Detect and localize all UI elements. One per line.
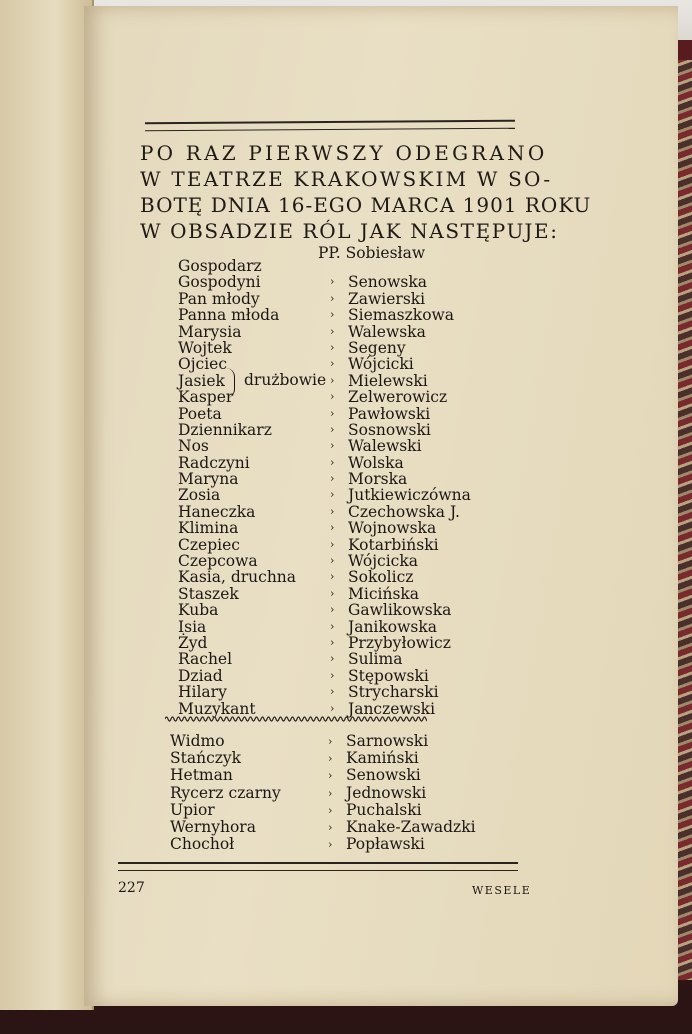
page-number: 227 — [118, 880, 145, 896]
role-name: Marysia — [178, 322, 242, 341]
ghost-row — [170, 750, 490, 767]
main-row — [178, 619, 478, 635]
role-name: Klimina — [178, 519, 239, 538]
actor-name: Janikowska — [348, 617, 437, 636]
actor-name: Stępowski — [348, 666, 429, 685]
ditto-mark: › — [330, 603, 335, 617]
main-row — [178, 340, 478, 356]
actor-name: Wójcicki — [348, 355, 414, 374]
actor-name: Zelwerowicz — [348, 388, 448, 407]
main-row — [178, 291, 478, 307]
role-name: Chochoł — [170, 835, 235, 854]
main-row — [178, 455, 478, 471]
actor-name: Kotarbiński — [348, 535, 439, 554]
actor-name: Wojnowska — [348, 519, 437, 538]
actor-name: Sosnowski — [348, 420, 431, 439]
main-row — [178, 553, 478, 569]
role-name: Widmo — [170, 732, 225, 750]
actor-name: Walewska — [348, 322, 426, 341]
ditto-mark: › — [330, 635, 335, 649]
drużbowie-brace — [226, 368, 235, 398]
main-row — [178, 684, 478, 700]
role-name: Gospodyni — [178, 273, 261, 292]
role-name: Pan młody — [178, 289, 260, 308]
ditto-mark: › — [328, 803, 333, 817]
ditto-mark: › — [330, 554, 335, 568]
ditto-mark: › — [330, 619, 335, 633]
role-name: Czepcowa — [178, 552, 258, 571]
ditto-mark: › — [330, 373, 335, 387]
role-name: Dziennikarz — [178, 420, 272, 439]
role-name: Maryna — [178, 470, 239, 489]
bottom-rule — [118, 862, 518, 871]
role-name: Czepiec — [178, 535, 240, 554]
actor-name: Sarnowski — [346, 732, 429, 750]
actor-name: Senowski — [346, 766, 421, 785]
role-name: Hetman — [170, 766, 233, 785]
actor-name: Walewski — [348, 437, 422, 456]
ghost-row — [170, 767, 490, 784]
cast-list-main — [178, 258, 478, 717]
role-name: Dziad — [178, 666, 223, 685]
actor-name: Strycharski — [348, 683, 439, 702]
ditto-mark: › — [330, 586, 335, 600]
ghost-row — [170, 819, 490, 836]
ditto-mark: › — [330, 668, 335, 682]
main-row — [178, 520, 478, 536]
main-row — [178, 471, 478, 487]
actor-name: Jednowski — [346, 783, 427, 802]
facing-page — [0, 0, 94, 1010]
ditto-mark: › — [330, 422, 335, 436]
actor-name: Knake-Zawadzki — [346, 817, 476, 836]
main-row — [178, 324, 478, 340]
role-name: Upior — [170, 800, 215, 819]
ditto-mark: › — [328, 752, 333, 766]
actor-name: Mielewski — [348, 371, 428, 390]
role-name: Rachel — [178, 650, 233, 669]
actor-name: Sulima — [348, 650, 403, 669]
role-name: Rycerz czarny — [170, 783, 281, 802]
main-row — [178, 406, 478, 422]
main-row — [178, 389, 478, 405]
ditto-mark: › — [330, 406, 335, 420]
main-row — [178, 602, 478, 618]
ditto-mark: › — [330, 455, 335, 469]
ditto-mark: › — [330, 685, 335, 699]
ditto-mark: › — [328, 838, 333, 852]
actor-name: Jutkiewiczówna — [348, 486, 471, 505]
role-name: Nos — [178, 437, 209, 456]
main-row — [178, 356, 478, 372]
role-name: Kasia, druchna — [178, 568, 297, 587]
heading-line-3: BOTĘ DNIA 16-EGO MARCA 1901 ROKU — [140, 193, 592, 217]
role-name: Haneczka — [178, 502, 256, 521]
heading-line-4: W OBSADZIE RÓL JAK NASTĘPUJE: — [140, 219, 559, 243]
role-name: Radczyni — [178, 453, 250, 472]
role-name: Muzykant — [178, 699, 256, 718]
ditto-mark: › — [330, 275, 335, 289]
actor-name: Kamiński — [346, 749, 419, 768]
actor-name: Segeny — [348, 338, 406, 357]
role-name: Isia — [178, 617, 207, 636]
role-name: Panna młoda — [178, 306, 280, 325]
ditto-mark: › — [330, 390, 335, 404]
main-row — [178, 258, 478, 274]
main-row — [178, 438, 478, 454]
heading — [140, 140, 592, 244]
running-title: WESELE — [472, 884, 532, 897]
heading-line-1: PO RAZ PIERWSZY ODEGRANO — [140, 141, 548, 165]
main-row — [178, 487, 478, 503]
actor-name: Przybyłowicz — [348, 633, 451, 652]
wavy-divider — [165, 714, 427, 724]
ditto-mark: › — [330, 324, 335, 338]
actor-name: Janczewski — [348, 699, 436, 718]
ditto-mark: › — [330, 504, 335, 518]
ditto-mark: › — [330, 472, 335, 486]
pp-label: PP. — [318, 244, 341, 262]
role-name: Żyd — [178, 633, 208, 652]
actor-name: Sokolicz — [348, 568, 414, 587]
role-name: Jasiek — [178, 371, 225, 390]
actor-name: Pawłowski — [348, 404, 431, 423]
role-name: Kasper — [178, 388, 234, 407]
role-name: Gospodarz — [178, 257, 262, 275]
main-row — [178, 504, 478, 520]
role-name: Kuba — [178, 601, 219, 620]
ditto-mark: › — [330, 308, 335, 322]
ditto-mark: › — [328, 786, 333, 800]
heading-line-2: W TEATRZE KRAKOWSKIM W SO- — [140, 167, 553, 191]
ditto-mark: › — [330, 537, 335, 551]
ghost-row — [170, 785, 490, 802]
actor-name: Popławski — [346, 835, 425, 854]
cast-list-ghosts — [170, 733, 490, 853]
ghost-row — [170, 733, 490, 750]
main-row — [178, 569, 478, 585]
actor-name: Senowska — [348, 273, 427, 292]
main-row — [178, 422, 478, 438]
actor-name: Wolska — [348, 453, 404, 472]
group-label: drużbowie — [244, 371, 327, 389]
main-row — [178, 668, 478, 684]
main-row — [178, 586, 478, 602]
ditto-mark: › — [330, 701, 335, 715]
ghost-row — [170, 836, 490, 853]
ditto-mark: › — [330, 340, 335, 354]
ditto-mark: › — [328, 735, 333, 748]
first-actor: Sobiesław — [345, 244, 426, 262]
ditto-mark: › — [330, 357, 335, 371]
actor-name: Zawierski — [348, 289, 426, 308]
actor-name: Wójcicka — [348, 552, 418, 571]
main-row — [178, 651, 478, 667]
main-row — [178, 274, 478, 290]
actor-name: Czechowska J. — [348, 502, 460, 521]
actor-name: Micińska — [348, 584, 420, 603]
main-row — [178, 537, 478, 553]
role-name: Zosia — [178, 486, 221, 505]
ditto-mark: › — [330, 439, 335, 453]
actor-name: Puchalski — [346, 800, 422, 819]
ditto-mark: › — [328, 820, 333, 834]
role-name: Poeta — [178, 404, 222, 423]
ditto-mark: › — [330, 488, 335, 502]
actor-name: Siemaszkowa — [348, 306, 455, 325]
ghost-row — [170, 802, 490, 819]
main-row — [178, 373, 478, 389]
role-name: Staszek — [178, 584, 239, 603]
main-row — [178, 307, 478, 323]
actor-name: Gawlikowska — [348, 601, 452, 620]
role-name: Wojtek — [178, 338, 232, 357]
ditto-mark: › — [330, 521, 335, 535]
role-name: Stańczyk — [170, 749, 242, 768]
actor-name: Morska — [348, 470, 408, 489]
main-row — [178, 635, 478, 651]
role-name: Wernyhora — [170, 817, 256, 836]
ditto-mark: › — [330, 652, 335, 666]
ditto-mark: › — [330, 291, 335, 305]
role-name: Ojciec — [178, 355, 228, 374]
role-name: Hilary — [178, 683, 227, 702]
ditto-mark: › — [330, 570, 335, 584]
ditto-mark: › — [328, 769, 333, 783]
